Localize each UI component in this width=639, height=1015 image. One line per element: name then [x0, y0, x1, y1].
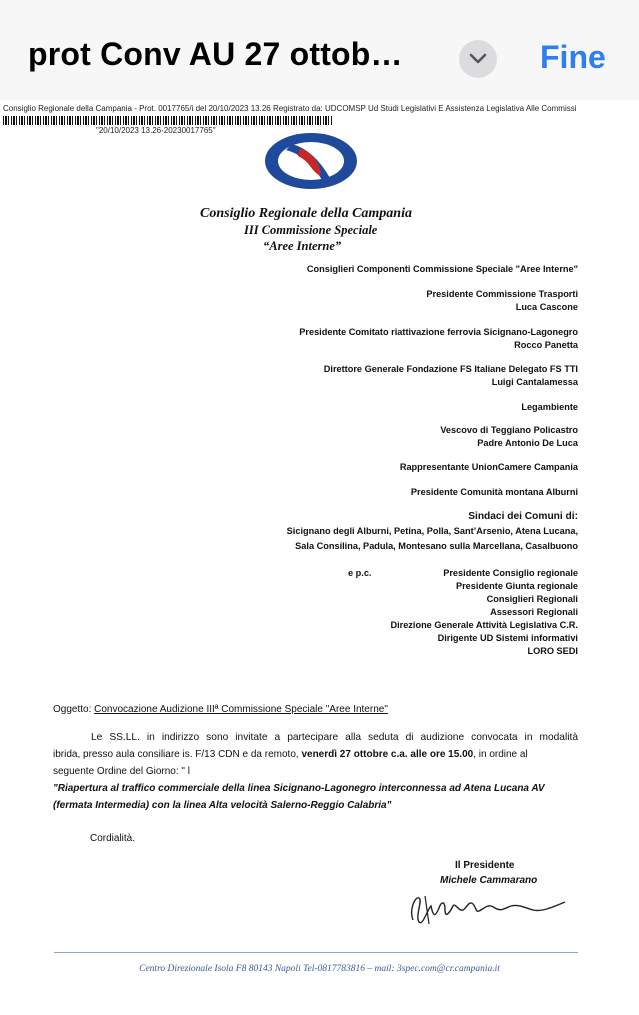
commission-name: “Aree Interne” — [263, 239, 342, 253]
barcode-text: "20/10/2023 13.26-20230017765" — [96, 126, 216, 135]
recipient: Rappresentante UnionCamere Campania — [399, 462, 578, 472]
protocol-line: Consiglio Regionale della Campania - Prot. 0017765/i del 20/10/2023 13.26 Registrato da: UDCOMSP Ud Studi Legislativi E Assistenza Legislativa Alle Commissi — [3, 104, 577, 113]
subject-text: Convocazione Audizione IIIª Commissione Speciale "Aree Interne" — [94, 704, 388, 715]
recipient: Luca Cascone — [515, 302, 578, 312]
cc-item: Presidente Giunta regionale — [455, 581, 578, 591]
recipient: Presidente Comunità montana Alburni — [410, 487, 578, 497]
cc-item: Consiglieri Regionali — [486, 594, 578, 604]
recipient: Padre Antonio De Luca — [477, 438, 578, 448]
document-title: prot Conv AU 27 ottob… — [28, 36, 403, 72]
paragraph-line: Le SS.LL. in indirizzo sono invitate a partecipare alla seduta di audizione convocata in modalità — [91, 732, 578, 743]
sindaci-line: Sicignano degli Alburni, Petina, Polla, Sant’Arsenio, Atena Lucana, — [286, 526, 578, 536]
cc-item: LORO SEDI — [527, 646, 578, 656]
campania-logo — [262, 130, 360, 197]
sindaci-title: Sindaci dei Comuni di: — [468, 511, 578, 522]
pc-label: e p.c. — [348, 568, 372, 578]
paragraph-line: seguente Ordine del Giorno: " l — [53, 766, 190, 777]
barcode — [3, 116, 333, 125]
recipient: Direttore Generale Fondazione FS Italiane Delegato FS TTI — [323, 364, 578, 374]
cc-item: Presidente Consiglio regionale — [443, 568, 578, 578]
done-button[interactable]: Fine — [540, 39, 606, 75]
chevron-down-icon[interactable] — [459, 40, 497, 78]
cc-item: Dirigente UD Sistemi informativi — [437, 633, 578, 643]
recipient: Luigi Cantalamessa — [491, 377, 578, 387]
recipient: Presidente Comitato riattivazione ferrovia Sicignano-Lagonegro — [299, 327, 578, 337]
paragraph-text: ibrida, presso aula consiliare is. F/13 CDN e da remoto, — [53, 749, 302, 760]
meeting-date: venerdì 27 ottobre c.a. alle ore 15.00 — [301, 749, 474, 760]
recipient: Consiglieri Componenti Commissione Speciale "Aree Interne" — [306, 264, 578, 274]
sindaci-line: Sala Consilina, Padula, Montesano sulla Marcellana, Casalbuono — [295, 541, 578, 551]
footer-address: Centro Direzionale Isola F8 80143 Napoli Tel-0817783816 – mail: 3spec.com@cr.campania.it — [139, 964, 500, 974]
cc-item: Assessori Regionali — [490, 607, 578, 617]
recipient: Legambiente — [521, 402, 578, 412]
top-bar — [0, 0, 639, 100]
recipient: Vescovo di Teggiano Policastro — [440, 425, 578, 435]
cc-item: Direzione Generale Attività Legislativa C.R. — [390, 620, 578, 630]
closing: Cordialità. — [90, 833, 136, 844]
sign-role: Il Presidente — [455, 860, 515, 871]
org-name: Consiglio Regionale della Campania — [200, 206, 412, 221]
subject-line — [53, 704, 388, 715]
subject-label: Oggetto: — [53, 704, 92, 715]
agenda-line: "Riapertura al traffico commerciale della linea Sicignano-Lagonegro interconnessa ad Atena Lucana AV — [53, 783, 545, 794]
signature — [405, 890, 575, 935]
recipient: Presidente Commissione Trasporti — [426, 289, 578, 299]
commission-title: III Commissione Speciale — [244, 223, 378, 237]
agenda-line: (fermata Intermedia) con la linea Alta velocità Salerno-Reggio Calabria" — [53, 800, 392, 811]
document-page — [0, 100, 639, 1015]
recipient: Rocco Panetta — [514, 340, 578, 350]
sign-name: Michele Cammarano — [440, 875, 538, 886]
paragraph-line — [53, 749, 528, 760]
paragraph-text: , in ordine al — [473, 749, 528, 760]
footer-divider — [54, 952, 578, 953]
